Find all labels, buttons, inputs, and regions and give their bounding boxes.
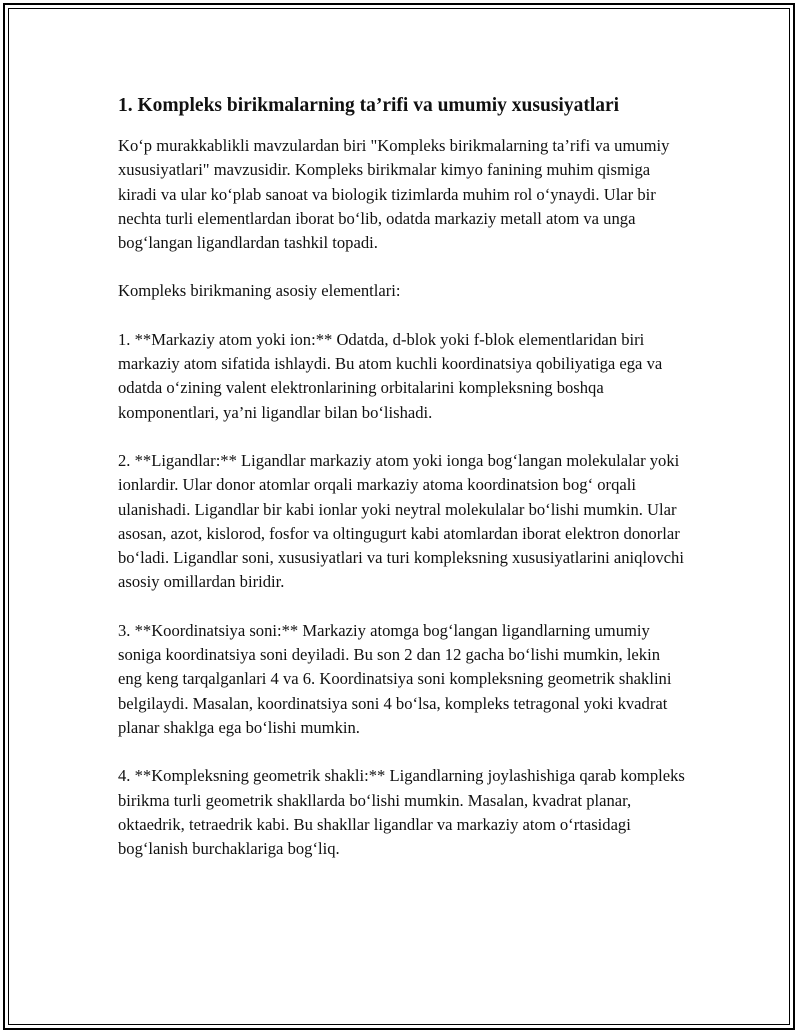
paragraph-ligands: 2. **Ligandlar:** Ligandlar markaziy atom yoki ionga bog‘langan molekulalar yoki ionlardir. Ular donor atomlar orqali markaziy atoma koordinatsion bog‘ orqali ulanishadi. Ligandlar bir kabi ionlar yoki neytral molekulalar bo‘lishi mumkin. Ular asosan, azot, kislorod, fosfor va oltingugurt kabi atomlardan iborat elektron donorlar bo‘ladi. Ligandlar soni, xususiyatlari va turi kompleksning xususiyatlarini aniqlovchi asosiy omillardan biridir. — [118, 450, 684, 592]
paragraph-central-atom: 1. **Markaziy atom yoki ion:** Odatda, d-blok yoki f-blok elementlaridan biri markaziy atom sifatida ishlaydi. Bu atom kuchli koordinatsiya qobiliyatiga ega va odatda o‘zining valent elektronlarining orbitalarini kompleksning boshqa komponentlari, ya’ni ligandlar bilan bo‘lishadi. — [118, 329, 663, 422]
paragraph-elements-heading: Kompleks birikmaning asosiy elementlari: — [118, 281, 401, 301]
paragraph-coordination-number: 3. **Koordinatsiya soni:** Markaziy atomga bog‘langan ligandlarning umumiy soniga koordinatsiya soni deyiladi. Bu son 2 dan 12 gacha bo‘lishi mumkin, lekin eng keng tarqalganlari 4 va 6. Koordinatsiya soni kompleksning geometrik shaklini belgilaydi. Masalan, koordinatsiya soni 4 bo‘lsa, kompleks tetragonal yoki kvadrat planar shaklga ega bo‘lishi mumkin. — [118, 620, 672, 737]
paragraph-geometry: 4. **Kompleksning geometrik shakli:** Ligandlarning joylashishiga qarab kompleks birikma turli geometrik shakllarda bo‘lishi mumkin. Masalan, kvadrat planar, oktaedrik, tetraedrik kabi. Bu shakllar ligandlar va markaziy atom o‘rtasidagi bog‘lanish burchaklariga bog‘liq. — [118, 766, 685, 859]
paragraph-intro: Ko‘p murakkablikli mavzulardan biri "Kompleks birikmalarning ta’rifi va umumiy xususiyatlari" mavzusidir. Kompleks birikmalar kimyo fanining muhim qismiga kiradi va ular ko‘plab sanoat va biologik tizimlarda muhim rol o‘ynaydi. Ular bir nechta turli elementlardan iborat bo‘lib, odatda markaziy metall atom va unga bog‘langan ligandlardan tashkil topadi. — [118, 136, 670, 253]
document-body — [118, 93, 688, 885]
document-title: 1. Kompleks birikmalarning ta’rifi va umumiy xususiyatlari — [118, 95, 620, 116]
